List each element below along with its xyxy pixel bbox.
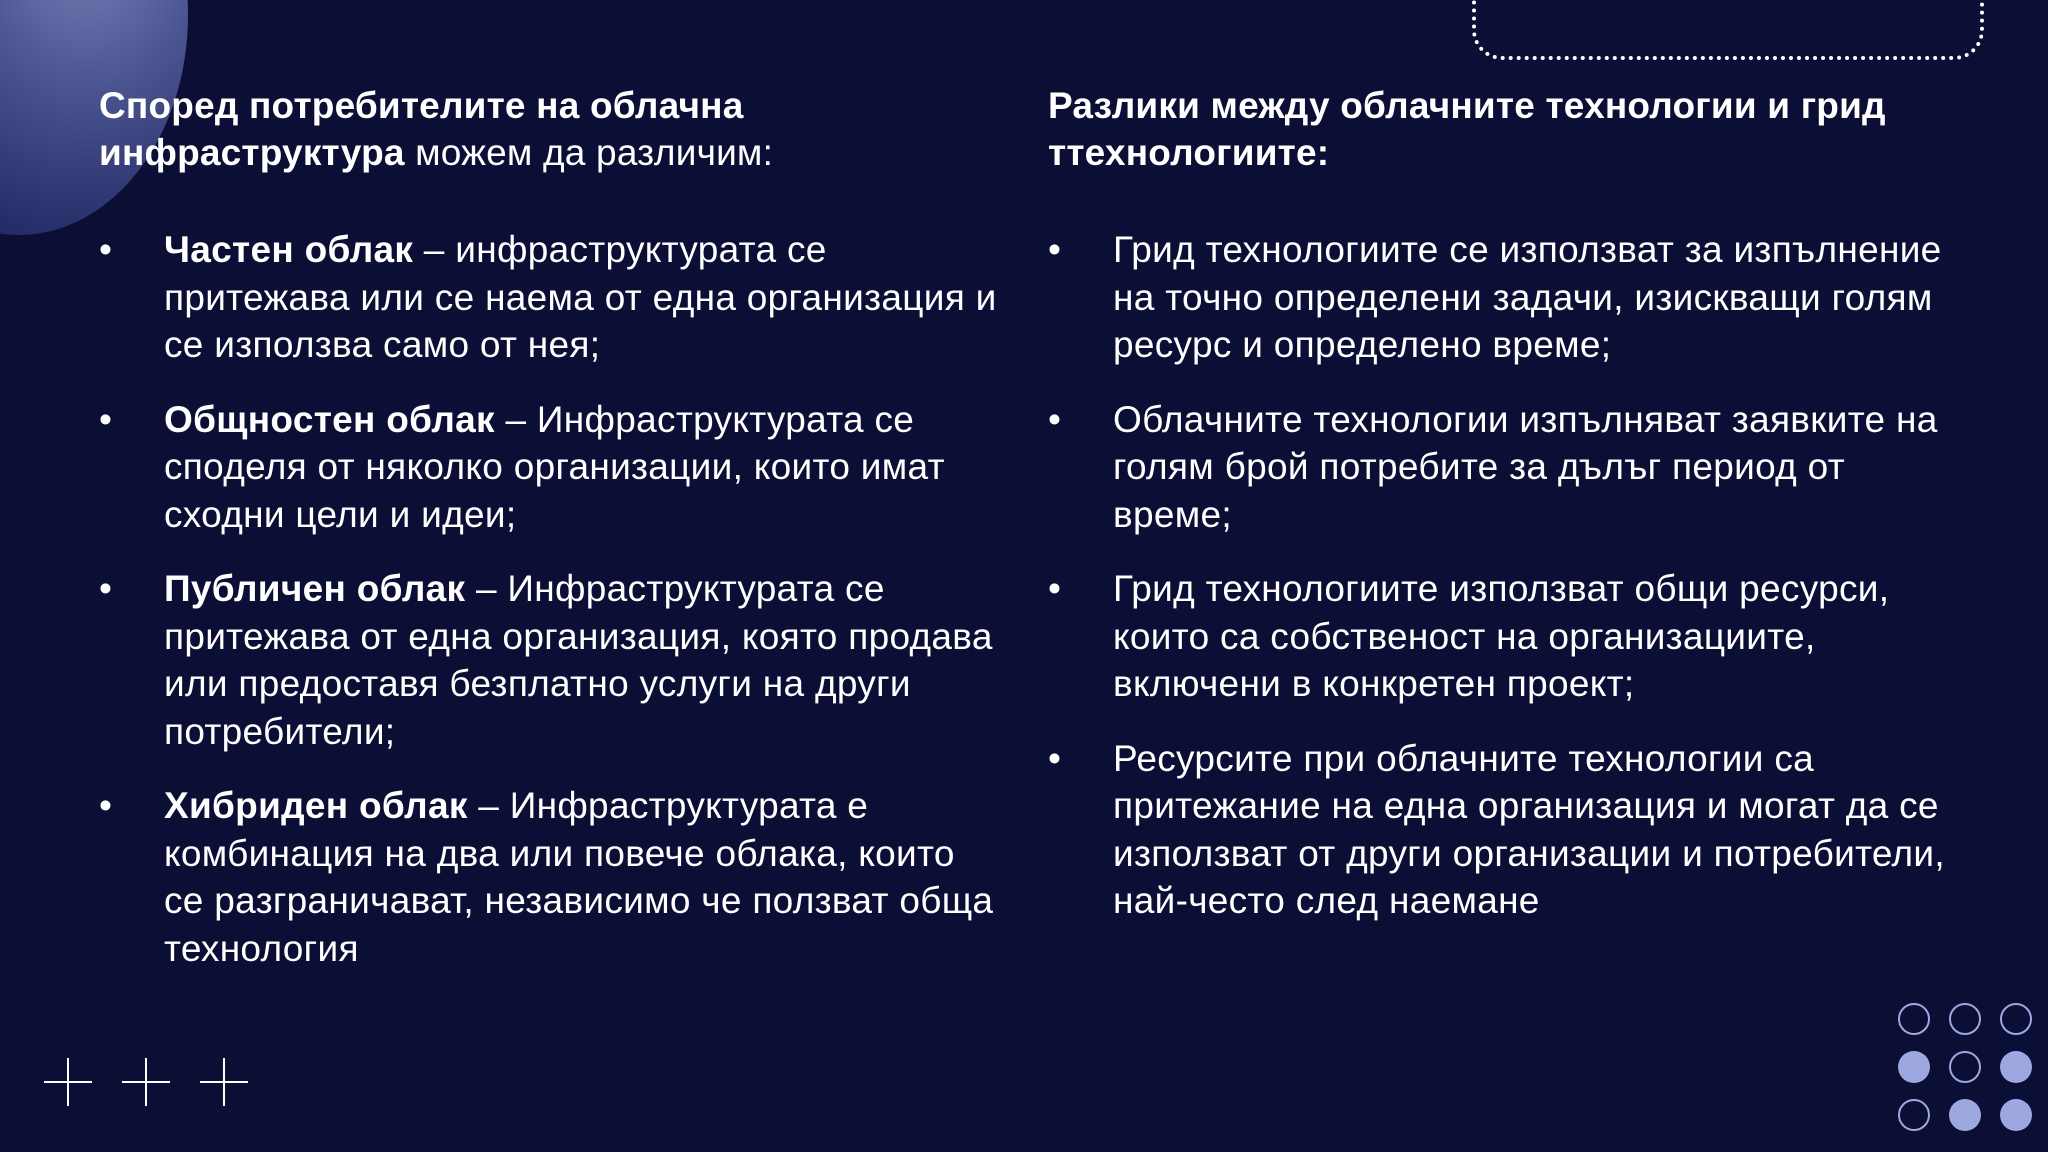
list-item-term: Хибриден облак	[164, 785, 468, 826]
right-heading-text: Разлики между облачните технологии и грид ттехнологиите:	[1048, 85, 1886, 173]
list-item	[99, 396, 999, 539]
bullet-icon: •	[99, 398, 113, 440]
list-item-text: Грид технологиите се използват за изпълнение на точно определени задачи, изискващи голям ресурс и определено време;	[1113, 229, 1942, 365]
list-item-term: Публичен облак	[164, 568, 466, 609]
list-item-term: Частен облак	[164, 229, 414, 270]
bullet-icon: •	[1048, 737, 1062, 779]
list-item-text: – Инфраструктурата се споделя от няколко организации, които имат сходни цели и идеи;	[164, 398, 945, 535]
list-item	[1048, 565, 1968, 708]
bullet-icon: •	[1048, 398, 1062, 440]
list-item	[1048, 226, 1968, 369]
left-heading-bold: Според потребителите на облачна инфраструктура	[99, 85, 744, 173]
outline-dot-icon	[1949, 1051, 1981, 1083]
plus-icon	[122, 1058, 170, 1106]
bullet-icon: •	[99, 229, 113, 270]
decorative-dotted-frame	[1472, 0, 1984, 60]
list-item-text: – инфраструктурата се притежава или се наема от една организация и се използва само от нея;	[164, 229, 997, 365]
bullet-icon: •	[99, 568, 113, 609]
list-item	[99, 565, 999, 755]
filled-dot-icon	[1898, 1051, 1930, 1083]
list-item-text: Ресурсите при облачните технологии са притежание на една организация и могат да се използват от други организации и потребители, най-често след наемане	[1113, 737, 1945, 921]
bullet-icon: •	[1048, 229, 1062, 270]
plus-icons-group	[44, 1058, 248, 1106]
outline-dot-icon	[2000, 1003, 2032, 1035]
filled-dot-icon	[2000, 1099, 2032, 1131]
list-item-term: Общностен облак	[164, 398, 495, 440]
left-heading-rest: можем да различим:	[404, 132, 774, 173]
list-item	[1048, 396, 1968, 539]
bullet-icon: •	[99, 785, 113, 826]
right-bullet-list	[1048, 226, 1968, 925]
list-item	[99, 782, 999, 972]
left-heading	[99, 82, 999, 176]
plus-icon	[44, 1058, 92, 1106]
list-item-text: – Инфраструктурата се притежава от една организация, която продава или предоставя безплатно услуги на други потребители;	[164, 568, 993, 752]
plus-icon	[200, 1058, 248, 1106]
right-heading	[1048, 82, 1968, 176]
list-item-text: Грид технологиите използват общи ресурси, които са собственост на организациите, включени в конкретен проект;	[1113, 568, 1890, 704]
filled-dot-icon	[1949, 1099, 1981, 1131]
list-item-text: Облачните технологии изпълняват заявките на голям брой потребите за дълъг период от време;	[1113, 398, 1938, 535]
outline-dot-icon	[1898, 1099, 1930, 1131]
list-item	[1048, 735, 1968, 925]
left-column	[99, 82, 999, 999]
left-bullet-list	[99, 226, 999, 972]
outline-dot-icon	[1949, 1003, 1981, 1035]
list-item-text: – Инфраструктурата е комбинация на два или повече облака, които се разграничават, независимо че ползват обща технология	[164, 785, 994, 969]
bullet-icon: •	[1048, 568, 1062, 609]
filled-dot-icon	[2000, 1051, 2032, 1083]
dot-grid-decoration	[1898, 1003, 2032, 1131]
outline-dot-icon	[1898, 1003, 1930, 1035]
right-column	[1048, 82, 1968, 952]
list-item	[99, 226, 999, 369]
